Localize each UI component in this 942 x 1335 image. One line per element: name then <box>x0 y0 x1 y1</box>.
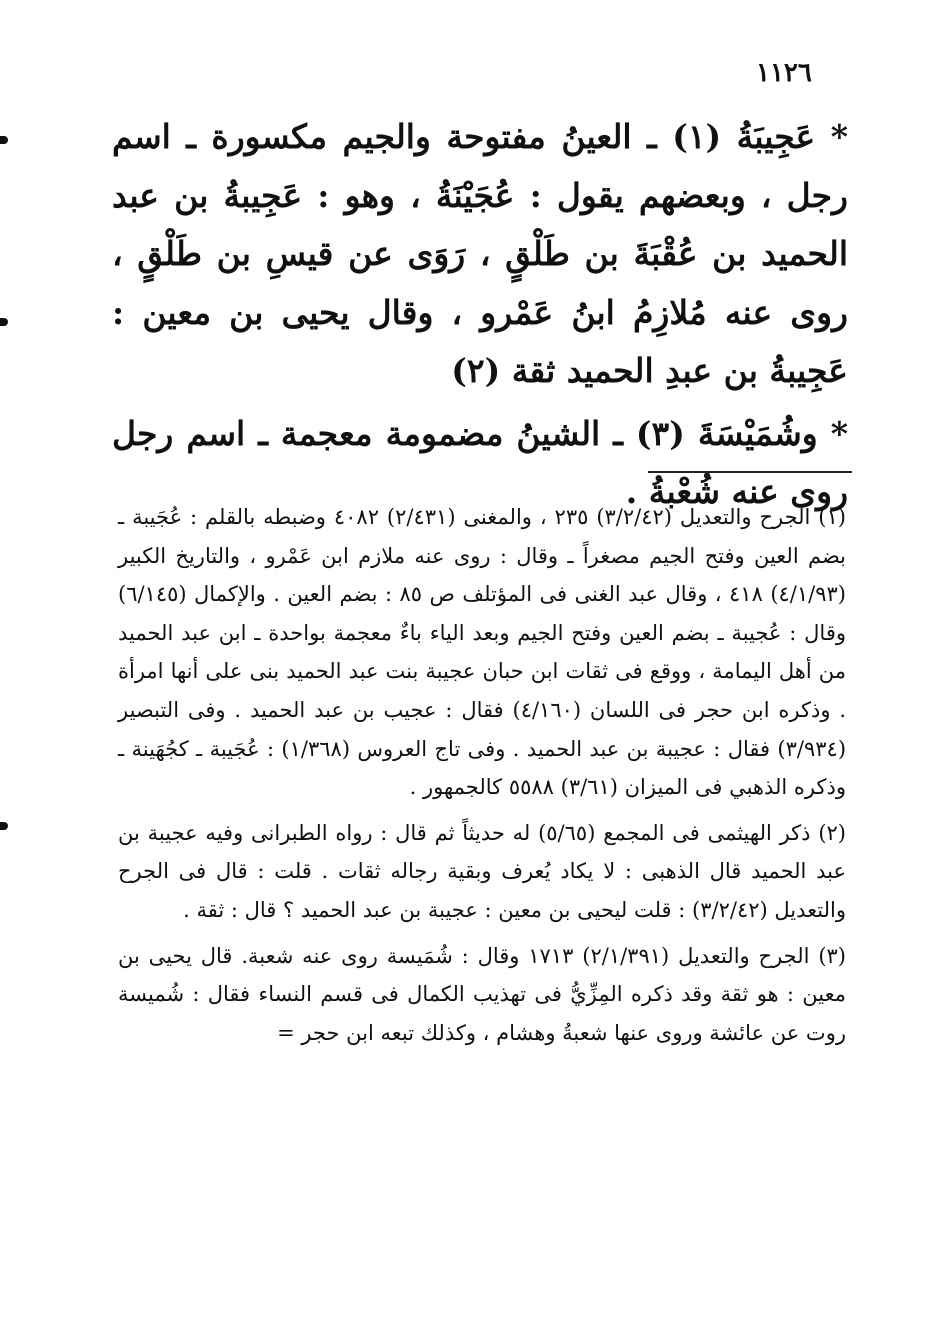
margin-dot-mark <box>0 136 8 144</box>
footnote-2: (٢) ذكر الهيثمى فى المجمع (٥/٦٥) له حديثاً ثم قال : رواه الطبرانى وفيه عجيبة بن عبد الحميد قال الذهبى : لا يكاد يُعرف وبقية رجاله ثقات . قلت : قال فى الجرح والتعديل (٣/٢/٤٢) : قلت ليحيى بن معين : عجيبة بن عبد الحميد ؟ قال : ثقة . <box>118 820 846 922</box>
entry-ajiba: * عَجِيبَةُ (١) ـ العينُ مفتوحة والجيم مكسورة ـ اسم رجل ، وبعضهم يقول : عُجَيْنَةُ ، وهو : عَجِيبةُ بن عبد الحميد بن عُقْبَةَ بن طَلْقٍ ، رَوَى عن قيسِ بن طَلْقٍ ، روى عنه مُلازِمُ ابنُ عَمْرو ، وقال يحيى بن معين : عَجِيبةُ بن عبدِ الحميد ثقة (٢) <box>112 117 848 390</box>
page-number: ١١٢٦ <box>756 58 812 88</box>
main-text <box>112 108 848 522</box>
footnotes <box>118 498 846 1052</box>
margin-dot-mark <box>0 822 8 830</box>
margin-dot-mark <box>0 318 8 326</box>
footnote-3: (٣) الجرح والتعديل (٢/١/٣٩١) ١٧١٣ وقال : شُمَيسة روى عنه شعبة. قال يحيى بن معين : هو ثقة وقد ذكره المِزِّيُّ فى تهذيب الكمال فى قسم النساء فقال : شُميسة روت عن عائشة وروى عنها شعبةُ وهشام ، وكذلك تبعه ابن حجر = <box>118 943 846 1045</box>
footnote-1: (١) الجرح والتعديل (٣/٢/٤٢) ٢٣٥ ، والمغنى (٢/٤٣١) ٤٠٨٢ وضبطه بالقلم : عُجَيبة ـ بضم العين وفتح الجيم مصغراً ـ وقال : روى عنه ملازم ابن عَمْرو ، والتاريخ الكبير (٤/١/٩٣) ٤١٨ ، وقال عبد الغنى فى المؤتلف ص ٨٥ : بضم العين . والإكمال (٦/١٤٥) وقال : عُجيبة ـ بضم العين وفتح الجيم وبعد الياء باءٌ معجمة بواحدة ـ ابن عبد الحميد من أهل اليمامة ، ووقع فى ثقات ابن حبان عجيبة بنت عبد الحميد بنى على أنها امرأة . وذكره ابن حجر فى اللسان (٤/١٦٠) فقال : عجيب بن عبد الحميد . وفى التبصير (٣/٩٣٤) فقال : عجيبة بن عبد الحميد . وفى تاج العروس (١/٣٦٨) : عُجَيبة ـ كجُهَينة ـ وذكره الذهبي فى الميزان (٣/٦١) ٥٥٨٨ كالجمهور . <box>118 505 847 800</box>
footnote-separator <box>648 471 852 473</box>
entry-shumaysa: * وشُمَيْسَةَ (٣) ـ الشينُ مضمومة معجمة ـ اسم رجل روى عنه شُعْبةُ . <box>112 413 848 511</box>
